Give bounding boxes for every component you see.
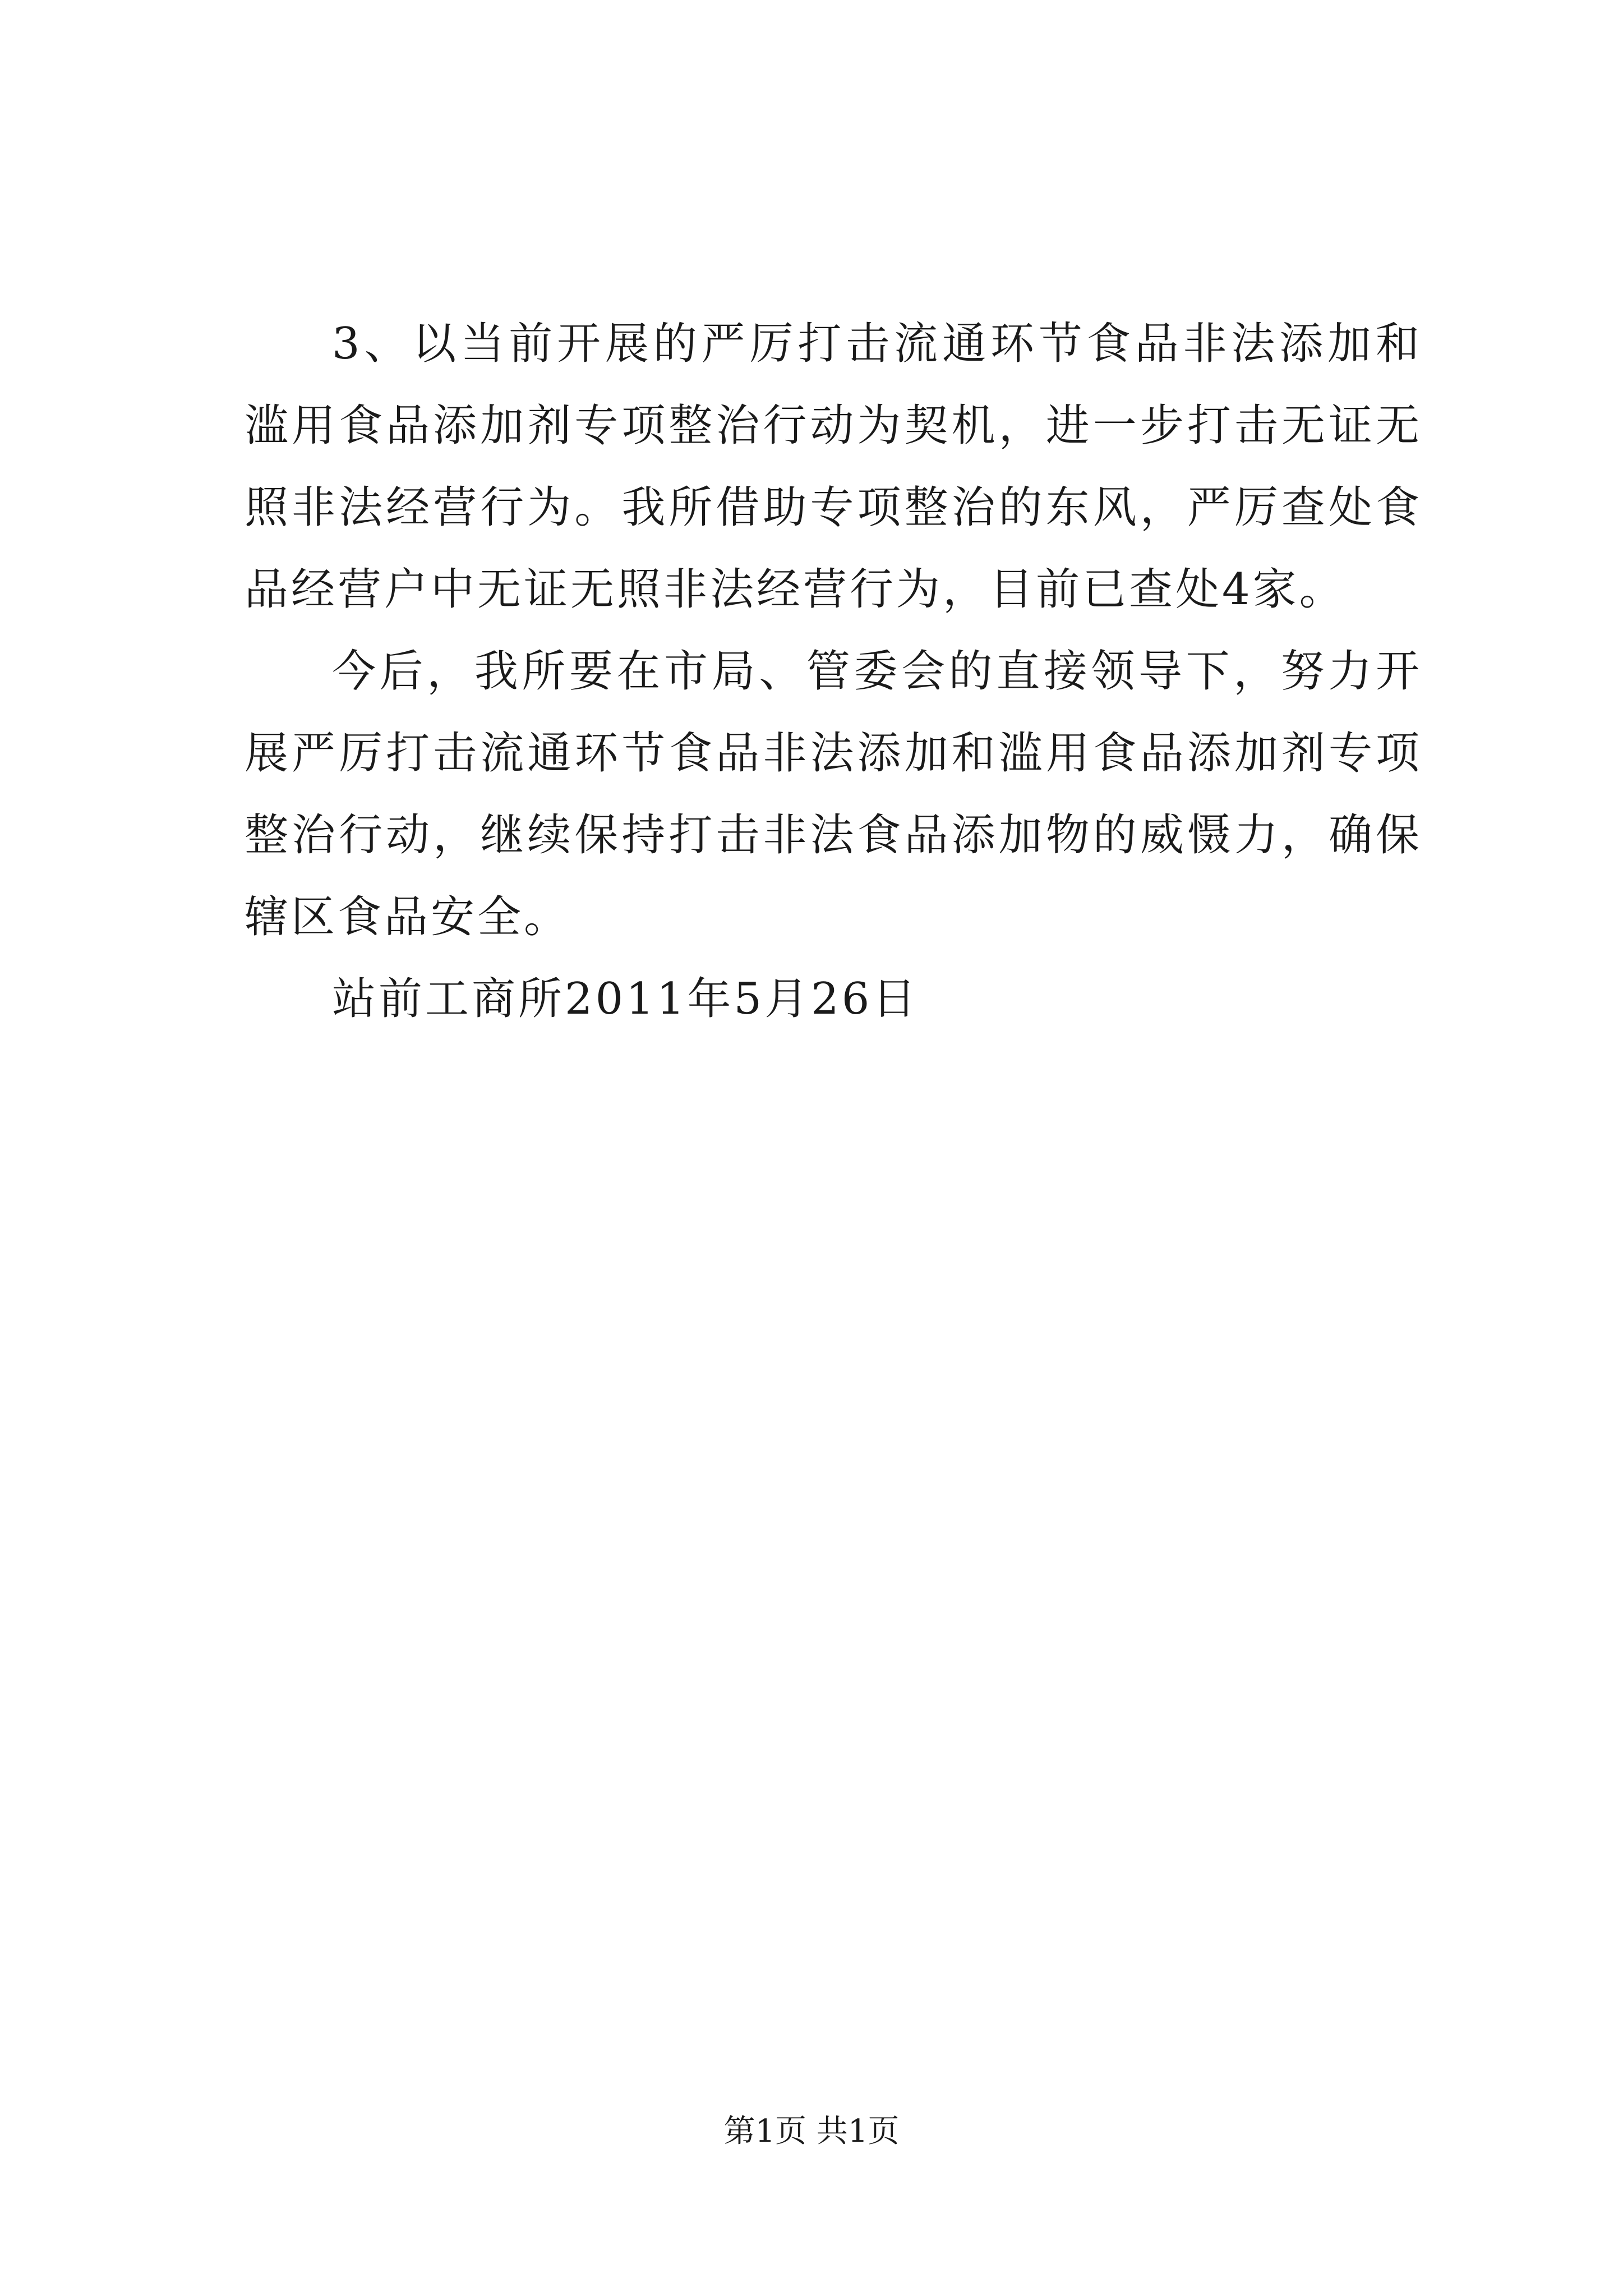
paragraph-future-plan: 今后，我所要在市局、管委会的直接领导下，努力开展严厉打击流通环节食品非法添加和滥用食品添加剂专项整治行动，继续保持打击非法食品添加物的威慑力，确保辖区食品安全。 [245,646,1422,942]
paragraph-remediation-action: 3、以当前开展的严厉打击流通环节食品非法添加和滥用食品添加剂专项整治行动为契机，进一步打击无证无照非法经营行为。我所借助专项整治的东风，严厉查处食品经营户中无证无照非法经营行为，目前已查处4家。 [245,319,1422,615]
document-body [245,303,1422,1040]
signature-date: 站前工商所2011年5月26日 [332,974,919,1024]
page-footer: 第1页 共1页 [723,2113,900,2150]
